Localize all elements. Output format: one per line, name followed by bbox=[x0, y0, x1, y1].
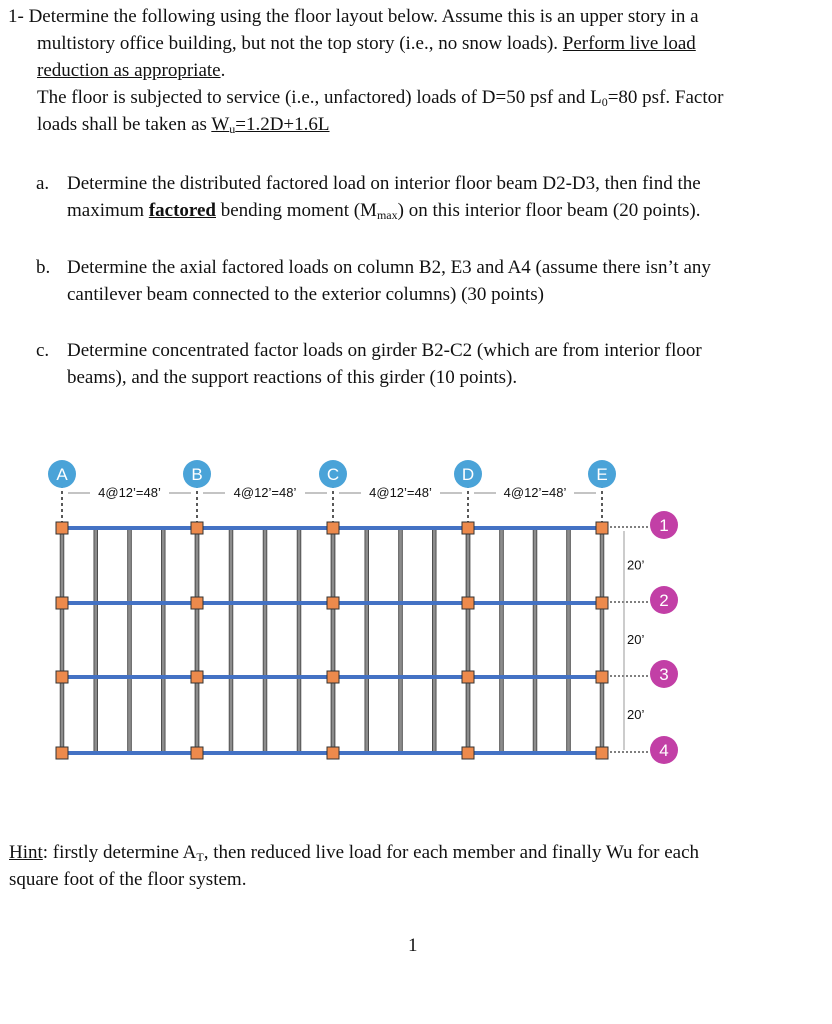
part-a-text-3: bending moment (M bbox=[216, 200, 377, 221]
column-E3 bbox=[596, 671, 608, 683]
part-b-text-1: Determine the axial factored loads on column B2, E3 and A4 (assume there isn’t any bbox=[67, 257, 711, 278]
floor-plan-group bbox=[48, 460, 678, 764]
part-a-text-1: Determine the distributed factored load on interior floor beam D2-D3, then find the bbox=[67, 173, 701, 194]
factor-line bbox=[8, 111, 828, 138]
problem-number: 1- bbox=[8, 6, 24, 27]
part-a-text-4: ) on this interior floor beam (20 points). bbox=[397, 200, 701, 221]
part-c bbox=[36, 337, 826, 391]
row-label-2: 2 bbox=[659, 591, 669, 610]
column-C1 bbox=[327, 522, 339, 534]
part-a-line-1 bbox=[36, 170, 826, 197]
column-B2 bbox=[191, 597, 203, 609]
bay-spacing-label: 4@12’=48’ bbox=[369, 485, 432, 500]
factor-w: W bbox=[211, 114, 230, 135]
bay-spacing-label: 4@12’=48’ bbox=[503, 485, 567, 500]
live-load-reduction-text: Perform live load bbox=[562, 33, 696, 54]
hint-line-2: square foot of the floor system. bbox=[9, 869, 247, 890]
hint bbox=[9, 839, 829, 893]
part-b-marker: b. bbox=[36, 257, 51, 278]
floor-plan bbox=[0, 455, 832, 785]
factored-emphasis: factored bbox=[148, 200, 216, 221]
column-A1 bbox=[56, 522, 68, 534]
part-b-line-2: cantilever beam connected to the exterior columns) (30 points) bbox=[67, 284, 544, 305]
part-c-marker: c. bbox=[36, 340, 50, 361]
mmax-subscript: max bbox=[376, 208, 398, 222]
loads-text-1: The floor is subjected to service (i.e., unfactored) loads of D=50 psf and L bbox=[37, 87, 602, 108]
hint-text-1: : firstly determine A bbox=[42, 842, 197, 863]
part-a-line-2 bbox=[36, 197, 826, 224]
row-label-1: 1 bbox=[659, 516, 669, 535]
part-a-marker: a. bbox=[36, 173, 50, 194]
grid-label-D: D bbox=[461, 465, 475, 484]
grid-label-A: A bbox=[56, 465, 68, 484]
live-load-reduction-text-2: reduction as appropriate bbox=[37, 60, 221, 81]
intro-period: . bbox=[220, 60, 226, 81]
intro-line-2 bbox=[8, 30, 828, 57]
intro-text-2: multistory office building, but not the top story (i.e., no snow loads). bbox=[37, 33, 559, 54]
column-B4 bbox=[191, 747, 203, 759]
column-E2 bbox=[596, 597, 608, 609]
column-D3 bbox=[462, 671, 474, 683]
factor-eq: =1.2D+1.6L bbox=[235, 114, 330, 135]
column-D1 bbox=[462, 522, 474, 534]
column-A2 bbox=[56, 597, 68, 609]
loads-subscript: 0 bbox=[601, 95, 608, 109]
problem-intro bbox=[8, 3, 828, 138]
column-B3 bbox=[191, 671, 203, 683]
intro-line-1 bbox=[8, 3, 828, 30]
column-E4 bbox=[596, 747, 608, 759]
hint-line-1 bbox=[9, 839, 829, 866]
part-a-text-2: maximum bbox=[67, 200, 149, 221]
loads-text-2: =80 psf. Factor bbox=[607, 87, 724, 108]
factor-equation bbox=[211, 114, 329, 135]
page-number: 1 bbox=[408, 935, 418, 956]
bay-spacing-label: 4@12’=48’ bbox=[98, 485, 161, 500]
row-label-4: 4 bbox=[659, 741, 669, 760]
row-label-3: 3 bbox=[659, 665, 669, 684]
row-spacing-label: 20’ bbox=[627, 557, 645, 573]
loads-line bbox=[8, 84, 828, 111]
grid-label-B: B bbox=[191, 465, 203, 484]
part-c-line-1 bbox=[36, 337, 826, 364]
column-D4 bbox=[462, 747, 474, 759]
factor-w-sub: u bbox=[229, 122, 236, 136]
row-spacing-label: 20’ bbox=[627, 632, 645, 647]
bay-spacing-label: 4@12’=48’ bbox=[233, 485, 297, 500]
column-D2 bbox=[462, 597, 474, 609]
column-B1 bbox=[191, 522, 203, 534]
grid-label-E: E bbox=[596, 465, 608, 484]
part-b-line-1 bbox=[36, 254, 826, 281]
part-c-line-2: beams), and the support reactions of this girder (10 points). bbox=[67, 367, 518, 388]
column-A3 bbox=[56, 671, 68, 683]
factor-text: loads shall be taken as bbox=[37, 114, 212, 135]
column-C4 bbox=[327, 747, 339, 759]
part-b bbox=[36, 254, 826, 308]
column-C2 bbox=[327, 597, 339, 609]
column-A4 bbox=[56, 747, 68, 759]
hint-label: Hint bbox=[9, 842, 43, 863]
hint-text-2: , then reduced live load for each member and finally Wu for each bbox=[203, 842, 699, 863]
grid-label-C: C bbox=[326, 465, 340, 484]
intro-line-3 bbox=[8, 57, 828, 84]
column-E1 bbox=[596, 522, 608, 534]
row-spacing-label: 20’ bbox=[627, 707, 645, 722]
hint-subscript: T bbox=[196, 850, 204, 864]
column-C3 bbox=[327, 671, 339, 683]
intro-text-1: Determine the following using the floor layout below. Assume this is an upper story in a bbox=[28, 6, 699, 27]
part-a bbox=[36, 170, 826, 224]
part-c-text-1: Determine concentrated factor loads on girder B2-C2 (which are from interior floor bbox=[67, 340, 702, 361]
